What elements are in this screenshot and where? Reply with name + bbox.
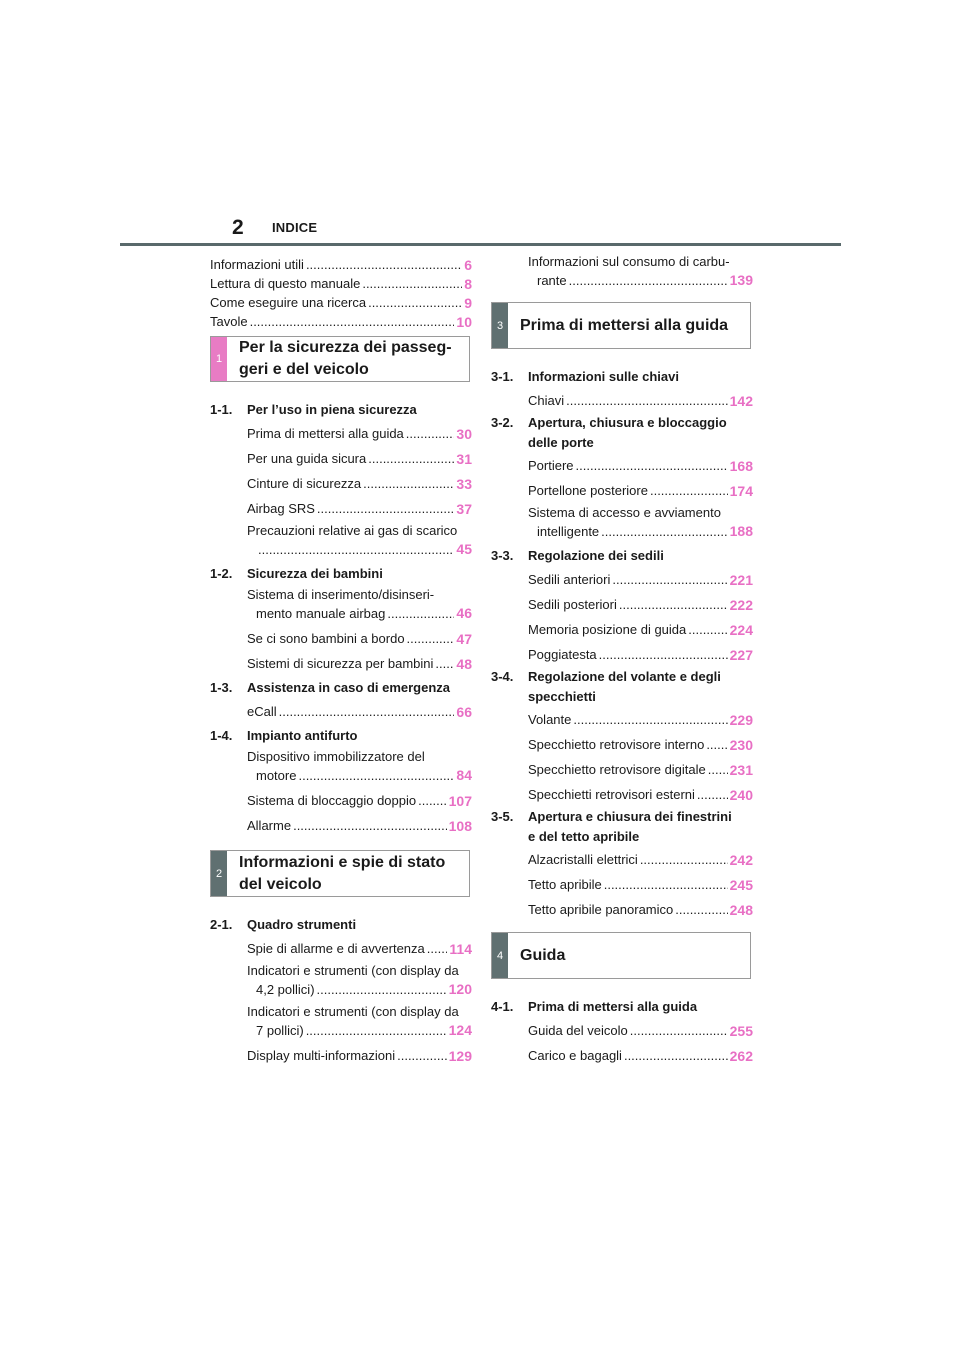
page-ref[interactable]: 142 xyxy=(729,392,753,409)
leader-dots xyxy=(363,476,454,492)
leader-dots xyxy=(418,793,447,809)
section-heading: 3-2. Apertura, chiusura e bloccaggio delle porte xyxy=(491,415,727,450)
toc-entry[interactable]: Informazioni sul consumo di carbu- rante ..... 139 xyxy=(528,252,753,293)
toc-entry[interactable]: Chiavi ..... 142 xyxy=(528,388,753,413)
page-ref[interactable]: 108 xyxy=(448,817,472,834)
toc-entry[interactable]: Specchietti retrovisori esterni ..... 240 xyxy=(528,782,753,807)
page-ref[interactable]: 221 xyxy=(729,571,753,588)
page-ref[interactable]: 231 xyxy=(729,761,753,778)
page-title: INDICE xyxy=(272,220,318,235)
toc-entry[interactable]: Specchietto retrovisore digitale ..... 231 xyxy=(528,757,753,782)
page-ref[interactable]: 107 xyxy=(448,792,472,809)
chapter-box-1[interactable] xyxy=(210,336,470,382)
leader-dots xyxy=(566,393,728,409)
chapter-title: Prima di mettersi alla guida xyxy=(520,316,729,334)
leader-dots xyxy=(250,314,455,330)
toc-entry[interactable]: Per una guida sicura ..... 31 xyxy=(247,446,472,471)
leader-dots xyxy=(368,295,462,311)
toc-intro-list xyxy=(210,254,472,330)
toc-right-column xyxy=(491,254,753,1068)
page-ref[interactable]: 229 xyxy=(729,711,753,728)
page-ref[interactable]: 248 xyxy=(729,901,753,918)
toc-entry[interactable]: Tetto apribile panoramico ..... 248 xyxy=(528,897,753,922)
leader-dots xyxy=(306,1021,447,1040)
toc-entry[interactable]: Guida del veicolo ..... 255 xyxy=(528,1018,753,1043)
toc-entry[interactable]: Sistemi di sicurezza per bambini ..... 48 xyxy=(247,651,472,676)
chapter-title: Informazioni e spie di stato del veicolo xyxy=(239,853,446,893)
leader-dots xyxy=(675,902,727,918)
toc-entry[interactable]: Portiere ..... 168 xyxy=(528,453,753,478)
leader-dots xyxy=(640,852,728,868)
toc-entry[interactable]: Sedili anteriori ..... 221 xyxy=(528,567,753,592)
page-ref[interactable]: 114 xyxy=(449,940,472,957)
page-number: 2 xyxy=(232,216,244,239)
page-ref[interactable]: 6 xyxy=(464,257,472,273)
chapter-box-3[interactable] xyxy=(491,302,751,349)
toc-entry[interactable]: Indicatori e strumenti (con display da 7 pollici) ..... 124 xyxy=(247,1002,472,1043)
chapter-title: Per la sicurezza dei passeg- geri e del veicolo xyxy=(239,339,452,378)
chapter-tab: 1 xyxy=(211,337,227,381)
leader-dots xyxy=(630,1023,728,1039)
toc-entry[interactable]: Cinture di sicurezza ..... 33 xyxy=(247,471,472,496)
toc-entry[interactable]: Indicatori e strumenti (con display da 4,2 pollici) ..... 120 xyxy=(247,961,472,1002)
chapter-tab: 2 xyxy=(211,851,227,896)
leader-dots xyxy=(706,737,727,753)
leader-dots xyxy=(576,458,728,474)
page-ref[interactable]: 46 xyxy=(456,605,472,621)
leader-dots xyxy=(708,762,728,778)
leader-dots xyxy=(362,276,462,292)
leader-dots xyxy=(258,540,454,559)
leader-dots xyxy=(368,451,454,467)
section-heading: 1-4. Impianto antifurto xyxy=(210,728,358,743)
leader-dots xyxy=(397,1048,447,1064)
toc-entry[interactable]: Lettura di questo manuale ..... 8 xyxy=(210,273,472,292)
page-ref[interactable]: 174 xyxy=(729,482,753,499)
page-ref[interactable]: 242 xyxy=(729,851,753,868)
leader-dots xyxy=(599,647,728,663)
leader-dots xyxy=(435,656,454,672)
leader-dots xyxy=(387,604,454,623)
toc-entry[interactable]: Come eseguire una ricerca ..... 9 xyxy=(210,292,472,311)
page-ref[interactable]: 10 xyxy=(456,314,472,330)
leader-dots xyxy=(697,787,728,803)
leader-dots xyxy=(612,572,727,588)
section-heading: 3-4. Regolazione del volante e degli specchietti xyxy=(491,669,721,704)
leader-dots xyxy=(407,631,455,647)
leader-dots xyxy=(406,426,455,442)
toc-entry[interactable]: Prima di mettersi alla guida ..... 30 xyxy=(247,421,472,446)
section-heading: 3-3. Regolazione dei sedili xyxy=(491,548,664,563)
toc-entry[interactable]: Dispositivo immobilizzatore del motore ..... 84 xyxy=(247,747,472,788)
page-ref[interactable]: 230 xyxy=(729,736,753,753)
toc-entry[interactable]: Display multi-informazioni ..... 129 xyxy=(247,1043,472,1068)
leader-dots xyxy=(293,818,447,834)
toc-entry[interactable]: Alzacristalli elettrici ..... 242 xyxy=(528,847,753,872)
leader-dots xyxy=(298,766,454,785)
toc-left-column xyxy=(210,254,472,1068)
chapter-title: Guida xyxy=(520,946,566,964)
toc-entry[interactable]: Carico e bagagli ..... 262 xyxy=(528,1043,753,1068)
header-divider xyxy=(120,243,841,246)
toc-entry[interactable]: Informazioni utili ..... 6 xyxy=(210,254,472,273)
page-ref[interactable]: 37 xyxy=(456,500,472,517)
page-ref[interactable]: 224 xyxy=(729,621,753,638)
toc-entry[interactable]: Sedili posteriori ..... 222 xyxy=(528,592,753,617)
toc-entry[interactable]: Allarme ..... 108 xyxy=(247,813,472,838)
section-heading: 3-5. Apertura e chiusura dei finestrini e del tetto apribile xyxy=(491,809,732,844)
leader-dots xyxy=(573,712,727,728)
leader-dots xyxy=(317,980,447,999)
leader-dots xyxy=(427,941,448,957)
toc-entry[interactable]: Tavole ..... 10 xyxy=(210,311,472,330)
toc-entry[interactable]: Volante ..... 229 xyxy=(528,707,753,732)
page-ref[interactable]: 240 xyxy=(729,786,753,803)
leader-dots xyxy=(306,257,462,273)
page-ref[interactable]: 8 xyxy=(464,276,472,292)
leader-dots xyxy=(601,522,727,541)
page-ref[interactable]: 245 xyxy=(729,876,753,893)
page-ref[interactable]: 188 xyxy=(729,523,753,539)
toc-entry[interactable]: Portellone posteriore ..... 174 xyxy=(528,478,753,503)
page-ref[interactable]: 47 xyxy=(456,630,472,647)
leader-dots xyxy=(624,1048,728,1064)
toc-entry[interactable]: Tetto apribile ..... 245 xyxy=(528,872,753,897)
chapter-box-4[interactable] xyxy=(491,932,751,979)
page-ref[interactable]: 48 xyxy=(456,655,472,672)
page-ref[interactable]: 227 xyxy=(729,646,753,663)
section-heading: 2-1. Quadro strumenti xyxy=(210,917,357,932)
section-heading: 3-1. Informazioni sulle chiavi xyxy=(491,369,679,384)
leader-dots xyxy=(619,597,728,613)
toc-entry[interactable]: Memoria posizione di guida ..... 224 xyxy=(528,617,753,642)
page-ref[interactable]: 30 xyxy=(456,425,472,442)
page-ref[interactable]: 31 xyxy=(456,450,472,467)
chapter-tab: 3 xyxy=(492,303,508,348)
toc-entry[interactable]: eCall ..... 66 xyxy=(247,699,472,724)
page-ref[interactable]: 45 xyxy=(456,541,472,557)
toc-entry[interactable]: Sistema di inserimento/disinseri- mento manuale airbag ..... 46 xyxy=(247,585,472,626)
chapter-box-2[interactable] xyxy=(210,850,470,897)
toc-entry[interactable]: Airbag SRS ..... 37 xyxy=(247,496,472,521)
toc-entry[interactable]: Sistema di accesso e avviamento intelligente ..... 188 xyxy=(528,503,753,544)
toc-entry[interactable]: Specchietto retrovisore interno ..... 230 xyxy=(528,732,753,757)
section-heading: 1-2. Sicurezza dei bambini xyxy=(210,566,383,581)
page-ref[interactable]: 139 xyxy=(729,272,753,288)
leader-dots xyxy=(688,622,727,638)
page-header xyxy=(0,0,960,260)
section-heading: 1-3. Assistenza in caso di emergenza xyxy=(210,680,451,695)
chapter-tab: 4 xyxy=(492,933,508,978)
page-ref[interactable]: 222 xyxy=(729,596,753,613)
page-ref[interactable]: 9 xyxy=(464,295,472,311)
page-ref[interactable]: 129 xyxy=(448,1047,472,1064)
leader-dots xyxy=(317,501,455,517)
leader-dots xyxy=(650,483,728,499)
leader-dots xyxy=(604,877,728,893)
toc-entry[interactable]: Precauzioni relative ai gas di scarico ..... 45 xyxy=(247,521,472,562)
toc-entry[interactable]: Poggiatesta ..... 227 xyxy=(528,642,753,667)
page-ref[interactable]: 66 xyxy=(456,703,472,720)
page-ref[interactable]: 124 xyxy=(448,1022,472,1038)
page-ref[interactable]: 262 xyxy=(729,1047,753,1064)
leader-dots xyxy=(279,704,455,720)
toc-entry[interactable]: Se ci sono bambini a bordo ..... 47 xyxy=(247,626,472,651)
section-heading: 4-1. Prima di mettersi alla guida xyxy=(491,999,698,1014)
toc-entry[interactable]: Spie di allarme e di avvertenza ..... 114 xyxy=(247,936,472,961)
page-ref[interactable]: 33 xyxy=(456,475,472,492)
page-ref[interactable]: 84 xyxy=(456,767,472,783)
page-ref[interactable]: 120 xyxy=(448,981,472,997)
page-ref[interactable]: 168 xyxy=(729,457,753,474)
toc-entry[interactable]: Sistema di bloccaggio doppio ..... 107 xyxy=(247,788,472,813)
page-ref[interactable]: 255 xyxy=(729,1022,753,1039)
leader-dots xyxy=(569,271,728,290)
section-heading: 1-1. Per l’uso in piena sicurezza xyxy=(210,402,417,417)
